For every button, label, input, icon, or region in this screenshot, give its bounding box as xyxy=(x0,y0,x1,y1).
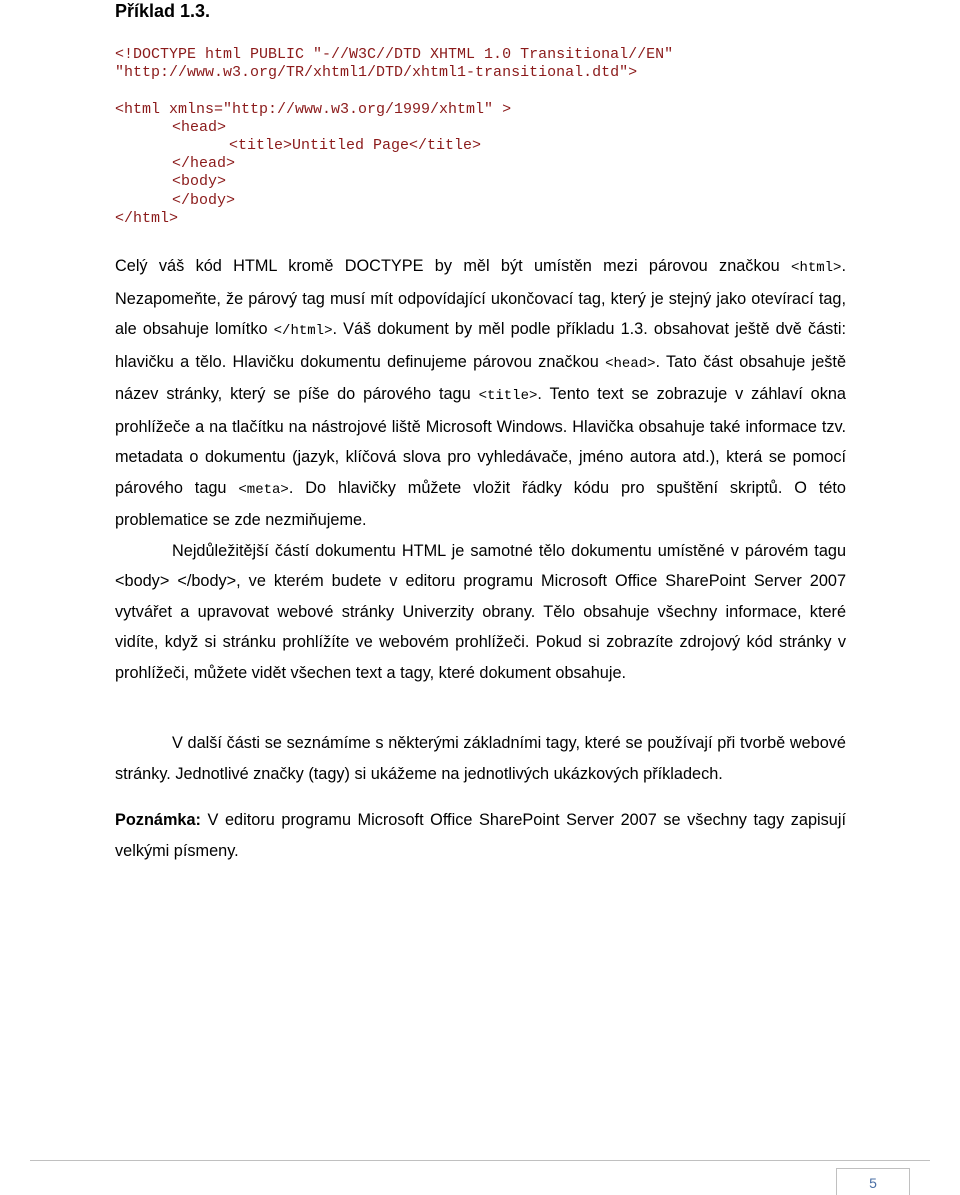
inline-tag-html: <html> xyxy=(791,260,842,276)
page-number-box xyxy=(836,1168,910,1195)
code-line-doctype: <!DOCTYPE html PUBLIC "-//W3C//DTD XHTML 1.0 Transitional//EN" xyxy=(115,46,674,63)
code-line-head-open: <head> xyxy=(172,118,227,136)
code-line-title: <title>Untitled Page</title> xyxy=(229,136,482,154)
code-line-body-open: <body> xyxy=(172,173,227,191)
inline-tag-html-close: </html> xyxy=(273,323,333,339)
next-section-text: V další části se seznámíme s některými základními tagy, které se používají při tvorbě webové stránky. Jednotlivé značky (tagy) si ukážeme na jednotlivých ukázkových příkladech. xyxy=(115,734,846,783)
inline-tag-title: <title> xyxy=(478,388,538,404)
code-line-body-close: </body> xyxy=(172,191,236,209)
note-paragraph xyxy=(115,805,846,866)
footer-divider xyxy=(30,1160,930,1161)
next-section-paragraph xyxy=(115,728,846,789)
code-line-dtd-url: "http://www.w3.org/TR/xhtml1/DTD/xhtml1-transitional.dtd"> xyxy=(115,64,638,82)
code-line-head-close: </head> xyxy=(172,155,236,173)
body-tag-paragraph: Nejdůležitější částí dokumentu HTML je samotné tělo dokumentu umístěné v párovém tagu <body> </body>, ve kterém budete v editoru programu Microsoft Office SharePoint Server 2007 vytvářet a upravovat webové stránky Univerzity obrany. Tělo obsahuje všechny informace, které vidíte, když si stránku prohlížíte ve webovém prohlížeči. Pokud si zobrazíte zdrojový kód stránky v prohlížeči, můžete vidět všechen text a tagy, které dokument obsahuje. xyxy=(115,541,846,682)
text-segment: . Tato část obsahuje ještě název stránky, který se píše do párového tagu xyxy=(115,352,846,403)
text-segment: . Nezapomeňte, že párový tag musí mít odpovídající ukončovací tag, který je stejný jako otevírací tag, ale obsahuje lomítko xyxy=(115,257,846,338)
explanation-paragraph xyxy=(115,251,846,688)
text-segment: . Do hlavičky můžete vložit řádky kódu pro spuštění skriptů. O této problematice se zde nezmiňujeme. xyxy=(115,478,846,529)
example-heading: Příklad 1.3. xyxy=(115,1,211,21)
note-label: Poznámka: xyxy=(115,811,201,829)
page-number: 5 xyxy=(869,1175,877,1191)
inline-tag-meta: <meta> xyxy=(238,481,289,498)
code-line-html-close: </html> xyxy=(115,209,179,227)
text-segment: . Váš dokument by měl podle příkladu 1.3. obsahovat ještě dvě části: hlavičku a tělo. Hlavičku dokumentu definujeme párovou značkou xyxy=(115,320,846,371)
inline-tag-head: <head> xyxy=(605,355,656,372)
note-text: V editoru programu Microsoft Office SharePoint Server 2007 se všechny tagy zapisují velkými písmeny. xyxy=(115,811,846,860)
text-segment: Celý váš kód HTML kromě DOCTYPE by měl být umístěn mezi párovou značkou xyxy=(115,257,792,275)
code-line-html-open: <html xmlns="http://www.w3.org/1999/xhtml" > xyxy=(115,100,512,118)
code-listing xyxy=(115,46,673,228)
text-segment: . Tento text se zobrazuje v záhlaví okna prohlížeče a na tlačítku na nástrojové liště Microsoft Windows. Hlavička obsahuje také informace tzv. metadata o dokumentu (jazyk, klíčová slova pro vyhledávače, jméno autora atd.), která se pomocí párového tagu xyxy=(115,385,846,497)
